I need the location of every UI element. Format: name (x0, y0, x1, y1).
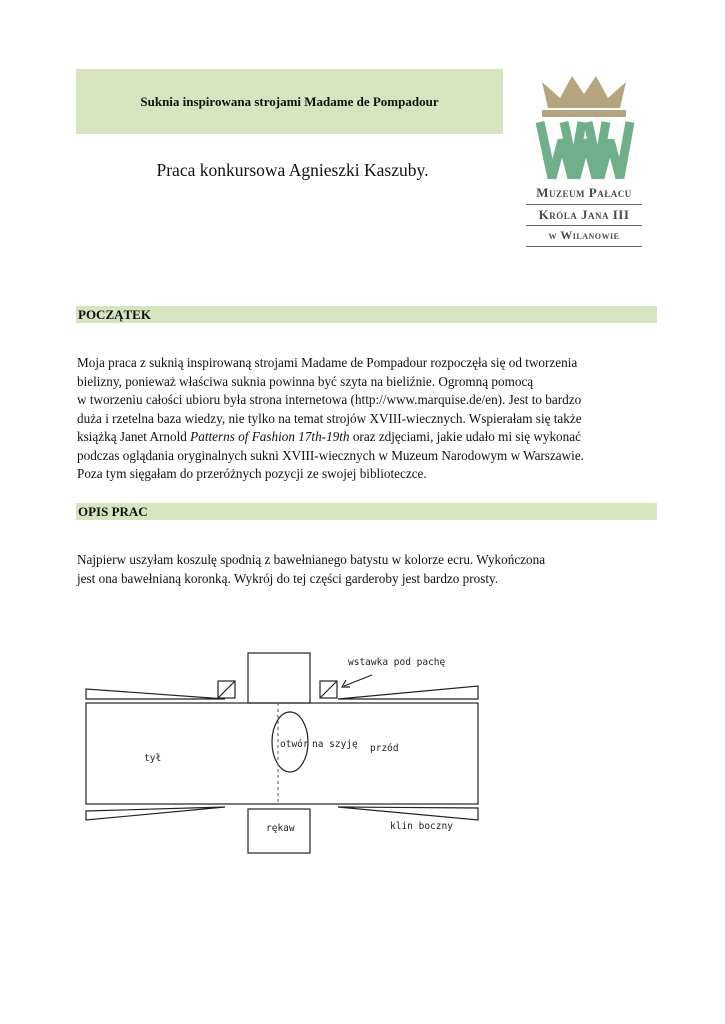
paragraph-line: duża i rzetelna baza wiedzy, nie tylko na temat strojów XVIII-wiecznych. Wspierałam się także (77, 410, 582, 426)
paragraph-text: książką Janet Arnold (77, 429, 187, 444)
paragraph-line: Najpierw uszyłam koszulę spodnią z bawełnianego batystu w kolorze ecru. Wykończona (77, 552, 546, 567)
paragraph-text: oraz zdjęciami, jakie udało mi się wykonać (352, 429, 581, 444)
back-label: tył (144, 753, 162, 764)
side-panel-left-bottom (86, 807, 225, 820)
document-title: Suknia inspirowana strojami Madame de Pompadour (140, 93, 439, 109)
sleeve-top-piece (248, 653, 310, 703)
side-panel-left-top (86, 689, 225, 699)
gusset-arrow (344, 675, 372, 686)
paragraph-line: w tworzeniu całości ubioru była strona internetowa (http://www.marquise.de/en). Jest to bardzo (77, 392, 582, 407)
side-panel-right-top (338, 686, 478, 699)
section-heading-poczatek: POCZĄTEK (76, 306, 657, 323)
document-subtitle: Praca konkursowa Agnieszki Kaszuby. (156, 160, 429, 180)
sewing-pattern-diagram (80, 645, 650, 855)
side-gore-label: klin boczny (390, 821, 453, 832)
logo-divider (526, 225, 642, 226)
book-title: Patterns of Fashion 17th-19th (190, 429, 350, 444)
pattern-drawing (80, 645, 650, 855)
logo-divider (526, 204, 642, 205)
front-label: przód (370, 743, 399, 754)
gusset-label: wstawka pod pachę (348, 657, 446, 668)
museum-logo (522, 74, 646, 254)
logo-text-line3: w Wilanowie (548, 228, 620, 242)
paragraph-opis-prac (77, 551, 649, 588)
side-panel-right-bottom (338, 807, 478, 820)
paragraph-line: jest ona bawełnianą koronką. Wykrój do tej części garderoby jest bardzo prosty. (77, 570, 499, 586)
paragraph-line (77, 428, 649, 447)
paragraph-line: Moja praca z suknią inspirowaną strojami Madame de Pompadour rozpoczęła się od tworzenia (77, 355, 578, 370)
logo-divider (526, 246, 642, 247)
paragraph-line: Poza tym sięgałam do przeróżnych pozycji ze swojej biblioteczce. (77, 466, 427, 481)
logo-text-line1: Muzeum Pałacu (536, 185, 632, 200)
paragraph-line: podczas oglądania oryginalnych sukni XVIII-wiecznych w Muzeum Narodowym w Warszawie. (77, 447, 584, 463)
logo-text-line2: Króla Jana III (538, 207, 630, 222)
paragraph-line: bielizny, ponieważ właściwa suknia powinna być szyta na bieliźnie. Ogromną pomocą (77, 373, 534, 389)
crown-logo-icon (522, 74, 646, 182)
neck-label-a: otwór (280, 739, 309, 750)
section-heading-opis-prac: OPIS PRAC (76, 503, 657, 520)
document-title-box (76, 69, 503, 134)
sleeve-label: rękaw (266, 823, 295, 834)
paragraph-poczatek (77, 354, 649, 484)
neck-label-b: na szyję (312, 739, 358, 750)
